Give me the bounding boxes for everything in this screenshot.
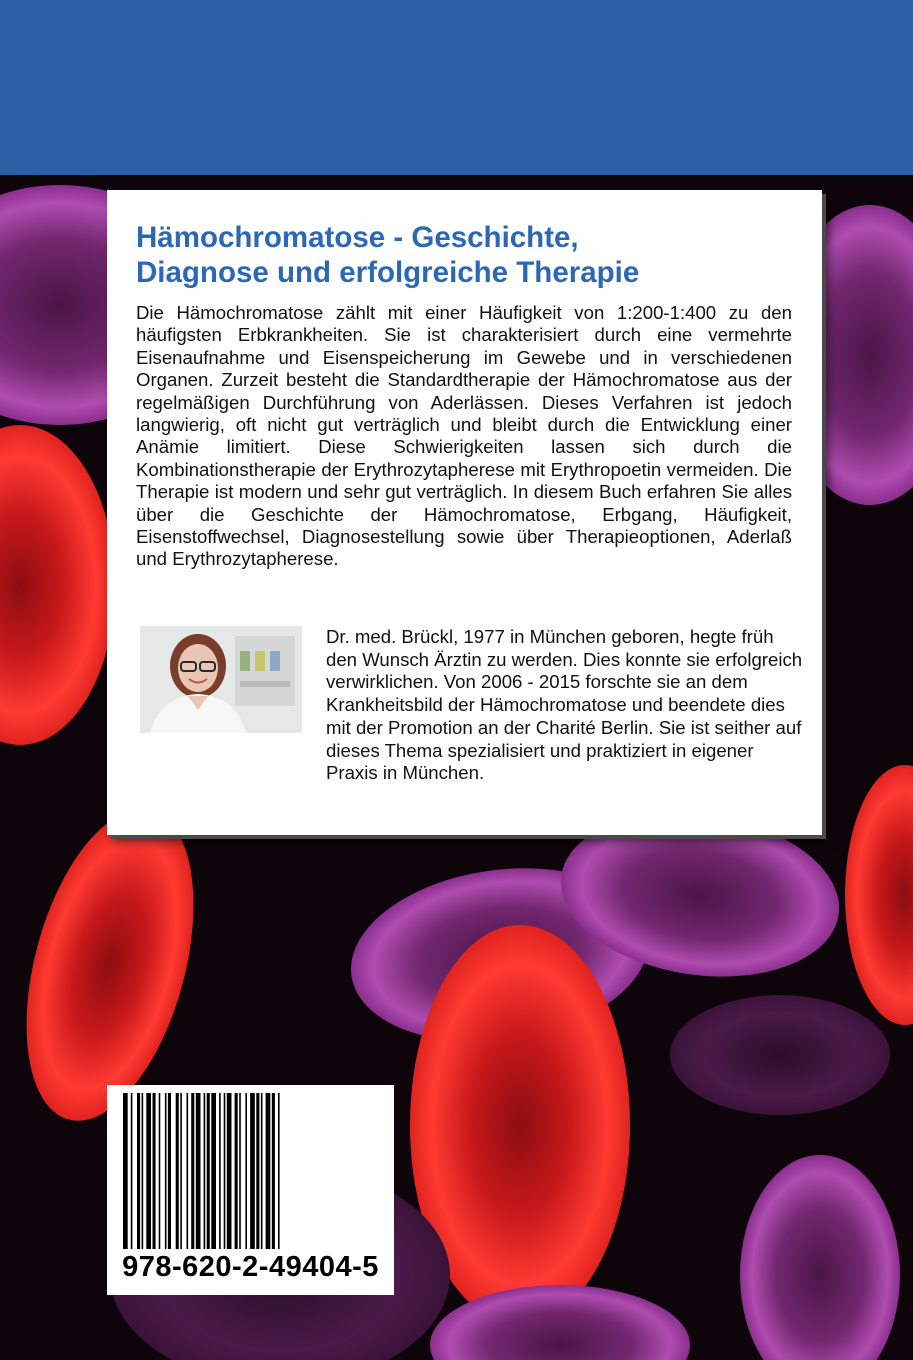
barcode-bar — [165, 1093, 167, 1249]
barcode-bar — [235, 1093, 238, 1249]
barcode-bar — [204, 1093, 206, 1249]
isbn-number: 978-620-2-49404-5 — [122, 1251, 379, 1283]
barcode-bar — [227, 1093, 232, 1249]
barcode-bar — [176, 1093, 179, 1249]
barcode-bar — [266, 1093, 271, 1249]
purple-cell — [670, 995, 890, 1115]
description-panel — [107, 190, 822, 835]
barcode-bar — [142, 1093, 144, 1249]
barcode-bar — [137, 1093, 140, 1249]
barcode-bar — [239, 1093, 241, 1249]
top-color-band — [0, 0, 913, 175]
author-photo — [140, 626, 302, 733]
barcode-bar — [187, 1093, 189, 1249]
barcode-bar — [256, 1093, 259, 1249]
barcode-bar — [123, 1093, 128, 1249]
barcode-bar — [168, 1093, 171, 1249]
barcode-bar — [261, 1093, 263, 1249]
author-biography: Dr. med. Brückl, 1977 in München geboren, hegte früh den Wunsch Ärztin zu werden. Dies konnte sie erfolgreich verwirklichen. Von 2006 - 2015 forschte sie an dem Krankheitsbild der Hämochromatose und beendete dies mit der Promotion an der Charité Berlin. Sie ist seither auf dieses Thema spezialisiert und praktiziert in eigener Praxis in München. — [326, 626, 803, 784]
author-portrait-image — [140, 626, 302, 733]
book-title-line-2: Diagnose und erfolgreiche Therapie — [136, 256, 640, 289]
barcode-bar — [196, 1093, 201, 1249]
barcode-bar — [250, 1093, 255, 1249]
barcode-bar — [131, 1093, 133, 1249]
book-description: Die Hämochromatose zählt mit einer Häufigkeit von 1:200-1:400 zu den häufigsten Erbkrankheiten. Sie ist charakterisiert durch eine vermehrte Eisenaufnahme und Eisenspeicherung im Gewebe und in verschiedenen Organen. Zurzeit besteht die Standardtherapie der Hämochromatose aus der regelmäßigen Durchführung von Aderlässen. Dieses Verfahren ist jedoch langwierig, oft nicht gut verträglich und bleibt durch die Entwicklung einer Anämie limitiert. Diese Schwierigkeiten lassen sich durch die Kombinationstherapie der Erythrozytapherese mit Erythropoetin vermeiden. Die Therapie ist modern und sehr gut verträglich. In diesem Buch erfahren Sie alles über die Geschichte der Hämochromatose, Erbgang, Häufigkeit, Eisenstoffwechsel, Diagnosestellung sowie über Therapieoptionen, Aderlaß und Erythrozytapherese. — [136, 302, 792, 570]
barcode-bar — [191, 1093, 194, 1249]
barcode-bar — [207, 1093, 210, 1249]
barcode-bar — [180, 1093, 182, 1249]
barcode-bar — [153, 1093, 156, 1249]
book-title — [136, 220, 816, 290]
barcode-bar — [272, 1093, 275, 1249]
book-title-line-1: Hämochromatose - Geschichte, — [136, 221, 579, 254]
barcode-bar — [278, 1093, 280, 1249]
barcode-label — [107, 1085, 394, 1295]
barcode-bar — [159, 1093, 161, 1249]
barcode-icon — [121, 1093, 380, 1249]
barcode-bar — [224, 1093, 226, 1249]
barcode-bar — [245, 1093, 247, 1249]
barcode-bar — [211, 1093, 216, 1249]
barcode-bar — [219, 1093, 221, 1249]
barcode-bar — [146, 1093, 151, 1249]
